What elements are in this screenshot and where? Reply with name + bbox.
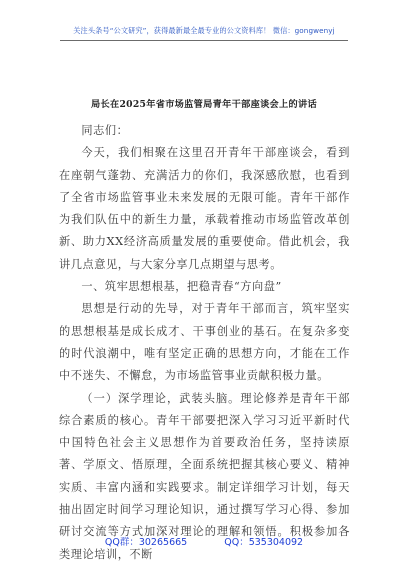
paragraph-section-1-intro: 思想是行动的先导，对于青年干部而言，筑牢坚实的思想根基是成长成才、干事创业的基石。在复杂多变的时代浪潮中，唯有坚定正确的思想方向，才能在工作中不迷失、不懈怠，为市场监管事业贡献积极力量。 bbox=[59, 302, 350, 383]
paragraph-subsection-1: （一）深学理论，武装头脑。理论修养是青年干部综合素质的核心。青年干部要把深入学习习近平新时代中国特色社会主义思想作为首要政治任务，坚持读原著、学原文、悟原理，全面系统把握其核心要义、精神实质、丰富内涵和实践要求。制定详细学习计划，每天抽出固定时间学习理论知识，通过撰写学习心得、参加研讨交流等方式加深对理论的理解和领悟。积极参加各类理论培训，不断 bbox=[59, 391, 350, 561]
header-divider bbox=[60, 40, 348, 41]
document-title: 局长在2025年省市场监管局青年干部座谈会上的讲话 bbox=[90, 99, 317, 110]
document-body bbox=[59, 120, 350, 566]
footer-qq: QQ：535304092 bbox=[224, 537, 304, 548]
section-heading-1: 一、筑牢思想根基，把稳青春“方向盘” bbox=[81, 280, 282, 294]
footer-qq-group: QQ群：30265665 bbox=[104, 537, 188, 548]
footer-contact bbox=[0, 534, 408, 548]
paragraph-opening: 今天，我们相聚在这里召开青年干部座谈会，看到在座朝气蓬勃、充满活力的你们，我深感欣慰，也看到了全省市场监管事业未来发展的无限可能。青年干部作为我们队伍中的新生力量，承载着推动市场监管改革创新、助力XX经济高质量发展的重要使命。借此机会，我讲几点意见，与大家分享几点期望与思考。 bbox=[59, 146, 350, 271]
salutation: 同志们： bbox=[81, 124, 129, 137]
header-banner: 关注头条号“公文研究”，获得最新最全最专业的公文资料库！ 微信：gongwenyj bbox=[73, 26, 335, 35]
